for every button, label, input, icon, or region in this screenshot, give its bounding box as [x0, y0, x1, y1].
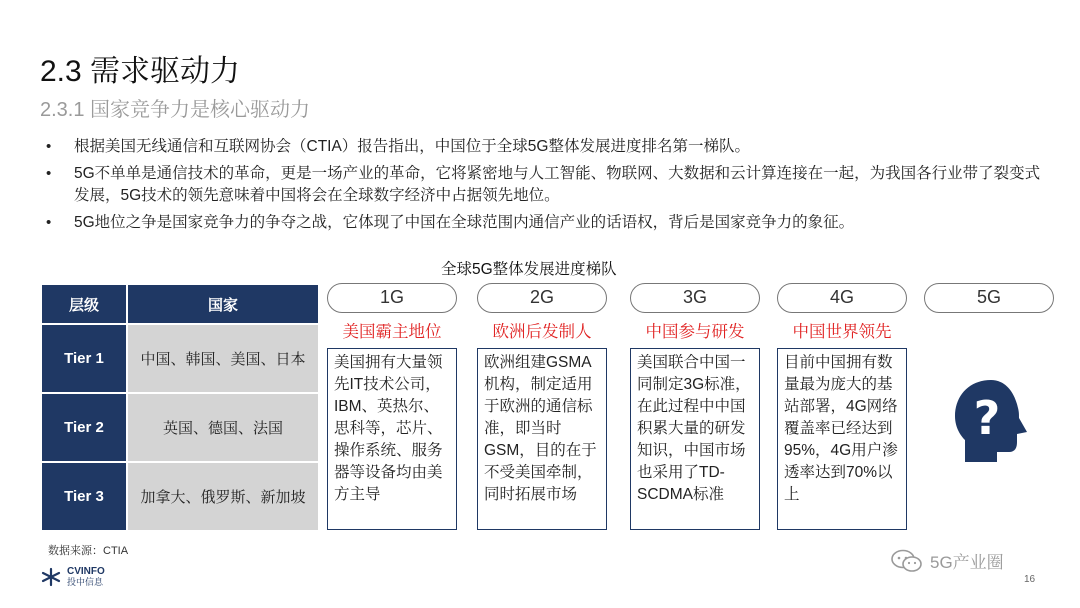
cvinfo-logo-icon	[40, 567, 62, 587]
page-subtitle: 2.3.1 国家竞争力是核心驱动力	[40, 99, 311, 121]
logo-text-cn: 投中信息	[67, 577, 104, 587]
stage-subtitle-1g: 美国霸主地位	[342, 323, 442, 341]
stage-subtitle-2g: 欧洲后发制人	[492, 323, 592, 341]
bullet-list	[44, 136, 1044, 239]
stage-box-3g: 美国联合中国一同制定3G标准，在此过程中中国积累大量的研发知识，中国市场也采用了TD-SCDMA标准	[630, 348, 760, 530]
table-row	[41, 462, 319, 531]
stage-pill-2g: 2G	[477, 283, 607, 313]
table-row	[41, 393, 319, 462]
tier-countries: 中国、韩国、美国、日本	[127, 324, 319, 393]
chart-title: 全球5G整体发展进度梯队	[441, 261, 617, 278]
stage-pill-4g: 4G	[777, 283, 907, 313]
logo-text-en: CVINFO	[67, 566, 105, 577]
company-logo	[40, 566, 105, 588]
svg-text:?: ?	[973, 391, 1001, 445]
tier-countries: 加拿大、俄罗斯、新加坡	[127, 462, 319, 531]
tier-countries: 英国、德国、法国	[127, 393, 319, 462]
question-head-icon	[951, 376, 1033, 469]
stage-subtitle-3g: 中国参与研发	[645, 323, 745, 341]
bullet-item: • 根据美国无线通信和互联网协会（CTIA）报告指出，中国位于全球5G整体发展进度排名第一梯队。	[44, 136, 1044, 158]
source-note: 数据来源：CTIA	[48, 545, 129, 557]
stage-pill-3g: 3G	[630, 283, 760, 313]
stage-box-4g: 目前中国拥有数量最为庞大的基站部署，4G网络覆盖率已经达到95%，4G用户渗透率达到70%以上	[777, 348, 907, 530]
tier-table	[40, 283, 320, 532]
bullet-item: • 5G地位之争是国家竞争力的争夺之战，它体现了中国在全球范围内通信产业的话语权，背后是国家竞争力的象征。	[44, 212, 1044, 234]
bullet-item: • 5G不单单是通信技术的革命，更是一场产业的革命，它将紧密地与人工智能、物联网、大数据和云计算连接在一起，为我国各行业带了裂变式发展，5G技术的领先意味着中国将会在全球数字经济中占据领先地位。	[44, 163, 1044, 207]
stage-subtitle-4g: 中国世界领先	[792, 323, 892, 341]
tier-label: Tier 3	[41, 462, 127, 531]
page-number: 16	[1024, 574, 1036, 585]
stage-pill-1g: 1G	[327, 283, 457, 313]
watermark-text: 5G产业圈	[930, 553, 1004, 572]
stage-box-1g: 美国拥有大量领先IT技术公司，IBM、英热尔、思科等，芯片、操作系统、服务器等设备均由美方主导	[327, 348, 457, 530]
header-country: 国家	[127, 284, 319, 324]
watermark	[890, 548, 1004, 573]
page-title: 2.3 需求驱动力	[40, 55, 241, 88]
table-row	[41, 324, 319, 393]
wechat-icon	[890, 549, 924, 573]
stage-pill-5g: 5G	[924, 283, 1054, 313]
stage-box-2g: 欧洲组建GSMA机构，制定适用于欧洲的通信标准，即当时GSM，目的在于不受美国牵制，同时拓展市场	[477, 348, 607, 530]
tier-label: Tier 2	[41, 393, 127, 462]
tier-label: Tier 1	[41, 324, 127, 393]
header-tier: 层级	[41, 284, 127, 324]
